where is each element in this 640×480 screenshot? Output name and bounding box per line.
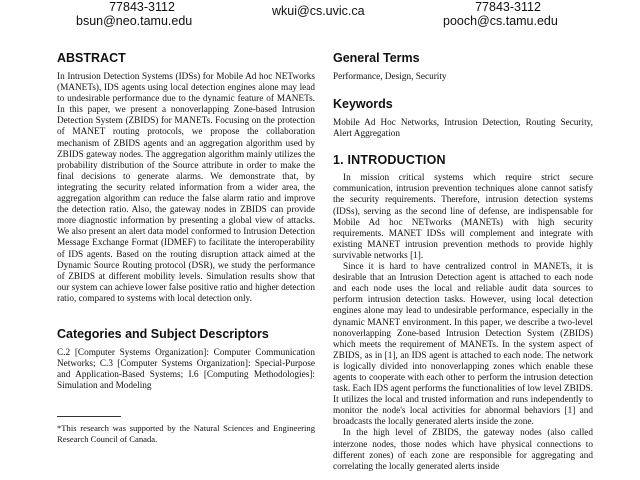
author-left-email: bsun@neo.tamu.edu	[76, 14, 193, 28]
categories-heading: Categories and Subject Descriptors	[57, 326, 269, 341]
keywords-text: Mobile Ad Hoc Networks, Intrusion Detection, Routing Security, Alert Aggregation	[333, 118, 593, 140]
author-block-center	[272, 4, 365, 18]
footnote-rule	[57, 416, 121, 417]
introduction-heading: 1. INTRODUCTION	[333, 153, 446, 168]
general-terms-text: Performance, Design, Security	[333, 72, 447, 82]
abstract-text: In Intrusion Detection Systems (IDSs) for Mobile Ad hoc NETworks (MANETs), IDS agents using local detection engines alone may lead to undesirable performance due to the dynamic feature of MANETs. In this paper, we present a nonoverlapping Zone-based Intrusion Detection System (ZBIDS) for MANETs. Focusing on the protection of MANET routing protocols, we propose the collaboration mechanism of ZBIDS agents and an aggregation algorithm used by ZBIDS gateway nodes. The aggregation algorithm mainly utilizes the probability distribution of the Source attribute in order to make the final decisions to generate alarms. We demonstrate that, by integrating the security related information from a wider area, the aggregation algorithm can reduce the false alarm ratio and improve the detection ratio. Also, the gateway nodes in ZBIDS can provide more diagnostic information by presenting a global view of attacks. We also present an alert data model conformed to Intrusion Detection Message Exchange Format (IDMEF) to facilitate the interoperability of IDS agents. Based on the routing disruption attack aimed at the Dynamic Source Routing protocol (DSR), we study the performance of ZBIDS at different mobility levels. Simulation results show that our system can achieve lower false positive ratio and higher detection ratio, compared to systems with local detection only.	[57, 72, 315, 304]
footnote-text: *This research was supported by the Natural Sciences and Engineering Research Council of Canada.	[57, 423, 315, 444]
categories-text: C.2 [Computer Systems Organization]: Computer Communication Networks; C.3 [Computer Systems Organization]: Special-Purpose and Application-Based Systems; I.6 [Computing Methodologies]: Simulation and Modeling	[57, 347, 315, 392]
abstract-heading: ABSTRACT	[57, 51, 126, 65]
intro-paragraph-2: Since it is hard to have centralized control in MANETs, it is desirable that an Intrusion Detection agent is attached to each node and each node uses the local and reliable audit data sources to perform intrusion detection tasks. However, using local detection engines alone may lead to undesirable performance, especially in the dynamic MANET environment. In this paper, we describe a two-level nonoverlapping Zone-based Intrusion Detection System (ZBIDS) which meets the requirement of MANETs. In the system aspect of ZBIDS, as in [1], an IDS agent is attached to each node. The network is logically divided into nonoverlapping zones which enable these agents to cooperate with each other to perform the intrusion detection task. Each IDS agent performs the functionalities of low level ZBIDS. It utilizes the local and trusted information and runs independently to monitor the node's local activities for abnormal behaviors [1] and broadcasts the locally generated alerts inside the zone.	[333, 262, 593, 428]
left-column	[57, 51, 315, 444]
author-block-right	[443, 0, 573, 28]
intro-paragraph-3: In the high level of ZBIDS, the gateway nodes (also called interzone nodes, those nodes which have physical connections to different zones) of each zone are responsible for aggregating and correlating the locally generated alerts inside	[333, 428, 593, 472]
author-center-email: wkui@cs.uvic.ca	[272, 4, 365, 18]
intro-paragraph-1: In mission critical systems which require strict secure communication, intrusion prevention techniques alone cannot satisfy the security requirements. Therefore, intrusion detection systems (IDSs), serving as the second line of defense, are indispensable for Mobile Ad hoc NETworks (MANETs) with high security requirements. MANET IDSs will complement and integrate with existing MANET intrusion prevention methods to provide highly survivable networks [1].	[333, 173, 593, 261]
keywords-heading: Keywords	[333, 97, 393, 112]
author-left-zip: 77843-3112	[109, 0, 175, 14]
author-right-zip: 77843-3112	[475, 0, 541, 14]
author-block-left	[76, 0, 208, 28]
right-column	[333, 51, 593, 473]
general-terms-heading: General Terms	[333, 51, 420, 65]
author-right-email: pooch@cs.tamu.edu	[443, 14, 558, 28]
